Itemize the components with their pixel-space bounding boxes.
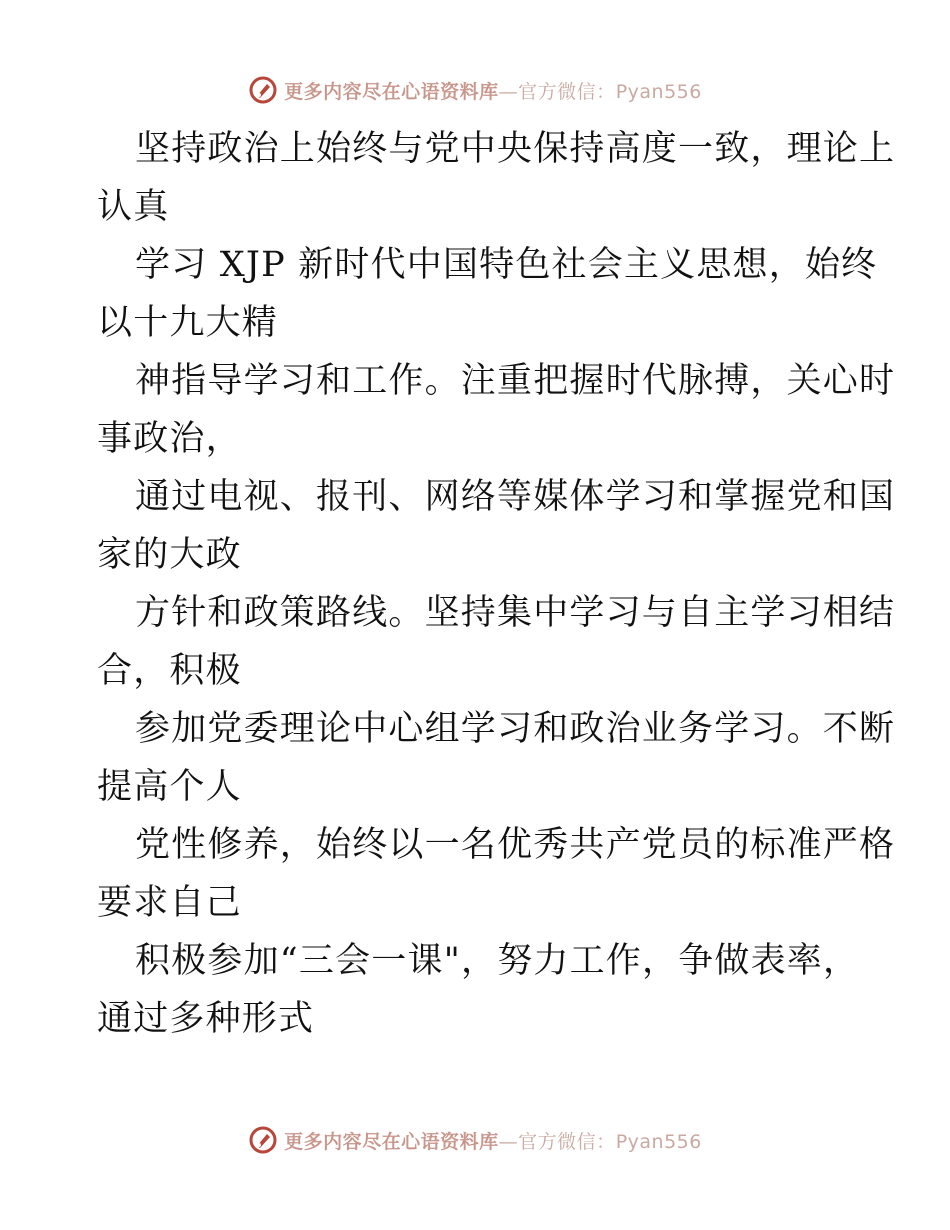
watermark-brand: 更多内容尽在心语资料库 xyxy=(284,80,499,103)
text-line: 神指导学习和工作。注重把握时代脉搏，关心时 xyxy=(135,361,896,401)
watermark-wechat-id: Pyan556 xyxy=(615,1130,702,1153)
text-line: 事政治， xyxy=(97,419,242,459)
text-line: 通过多种形式 xyxy=(97,999,315,1039)
text-line: 提高个人 xyxy=(97,767,242,807)
text-line: 认真 xyxy=(97,187,170,227)
watermark-brand: 更多内容尽在心语资料库 xyxy=(284,1130,499,1153)
pen-nib-logo-icon xyxy=(248,75,278,105)
watermark-dash: — xyxy=(498,80,519,103)
footer-watermark xyxy=(0,1120,950,1160)
watermark-dash: — xyxy=(498,1130,519,1153)
text-line: 通过电视、报刊、网络等媒体学习和掌握党和国 xyxy=(135,477,896,517)
watermark-wechat-id: Pyan556 xyxy=(615,80,702,103)
watermark-text xyxy=(284,77,702,104)
header-watermark xyxy=(0,70,950,110)
text-line: 以十九大精 xyxy=(97,303,279,343)
text-line: 要求自己 xyxy=(97,883,242,923)
text-line: 党性修养，始终以一名优秀共产党员的标准严格 xyxy=(135,825,896,865)
text-line: 家的大政 xyxy=(97,535,242,575)
watermark-text xyxy=(284,1127,702,1154)
text-line: 合，积极 xyxy=(97,651,242,691)
watermark-official: 官方微信： xyxy=(518,1130,616,1153)
text-line: 坚持政治上始终与党中央保持高度一致，理论上 xyxy=(135,129,896,169)
pen-nib-logo-icon xyxy=(248,1125,278,1155)
text-line: 积极参加“三会一课"，努力工作，争做表率， xyxy=(135,941,860,981)
watermark-official: 官方微信： xyxy=(518,80,616,103)
text-line: 学习 XJP 新时代中国特色社会主义思想，始终 xyxy=(135,245,878,285)
text-line: 方针和政策路线。坚持集中学习与自主学习相结 xyxy=(135,593,896,633)
document-body xyxy=(97,120,896,1048)
text-line: 参加党委理论中心组学习和政治业务学习。不断 xyxy=(135,709,896,749)
